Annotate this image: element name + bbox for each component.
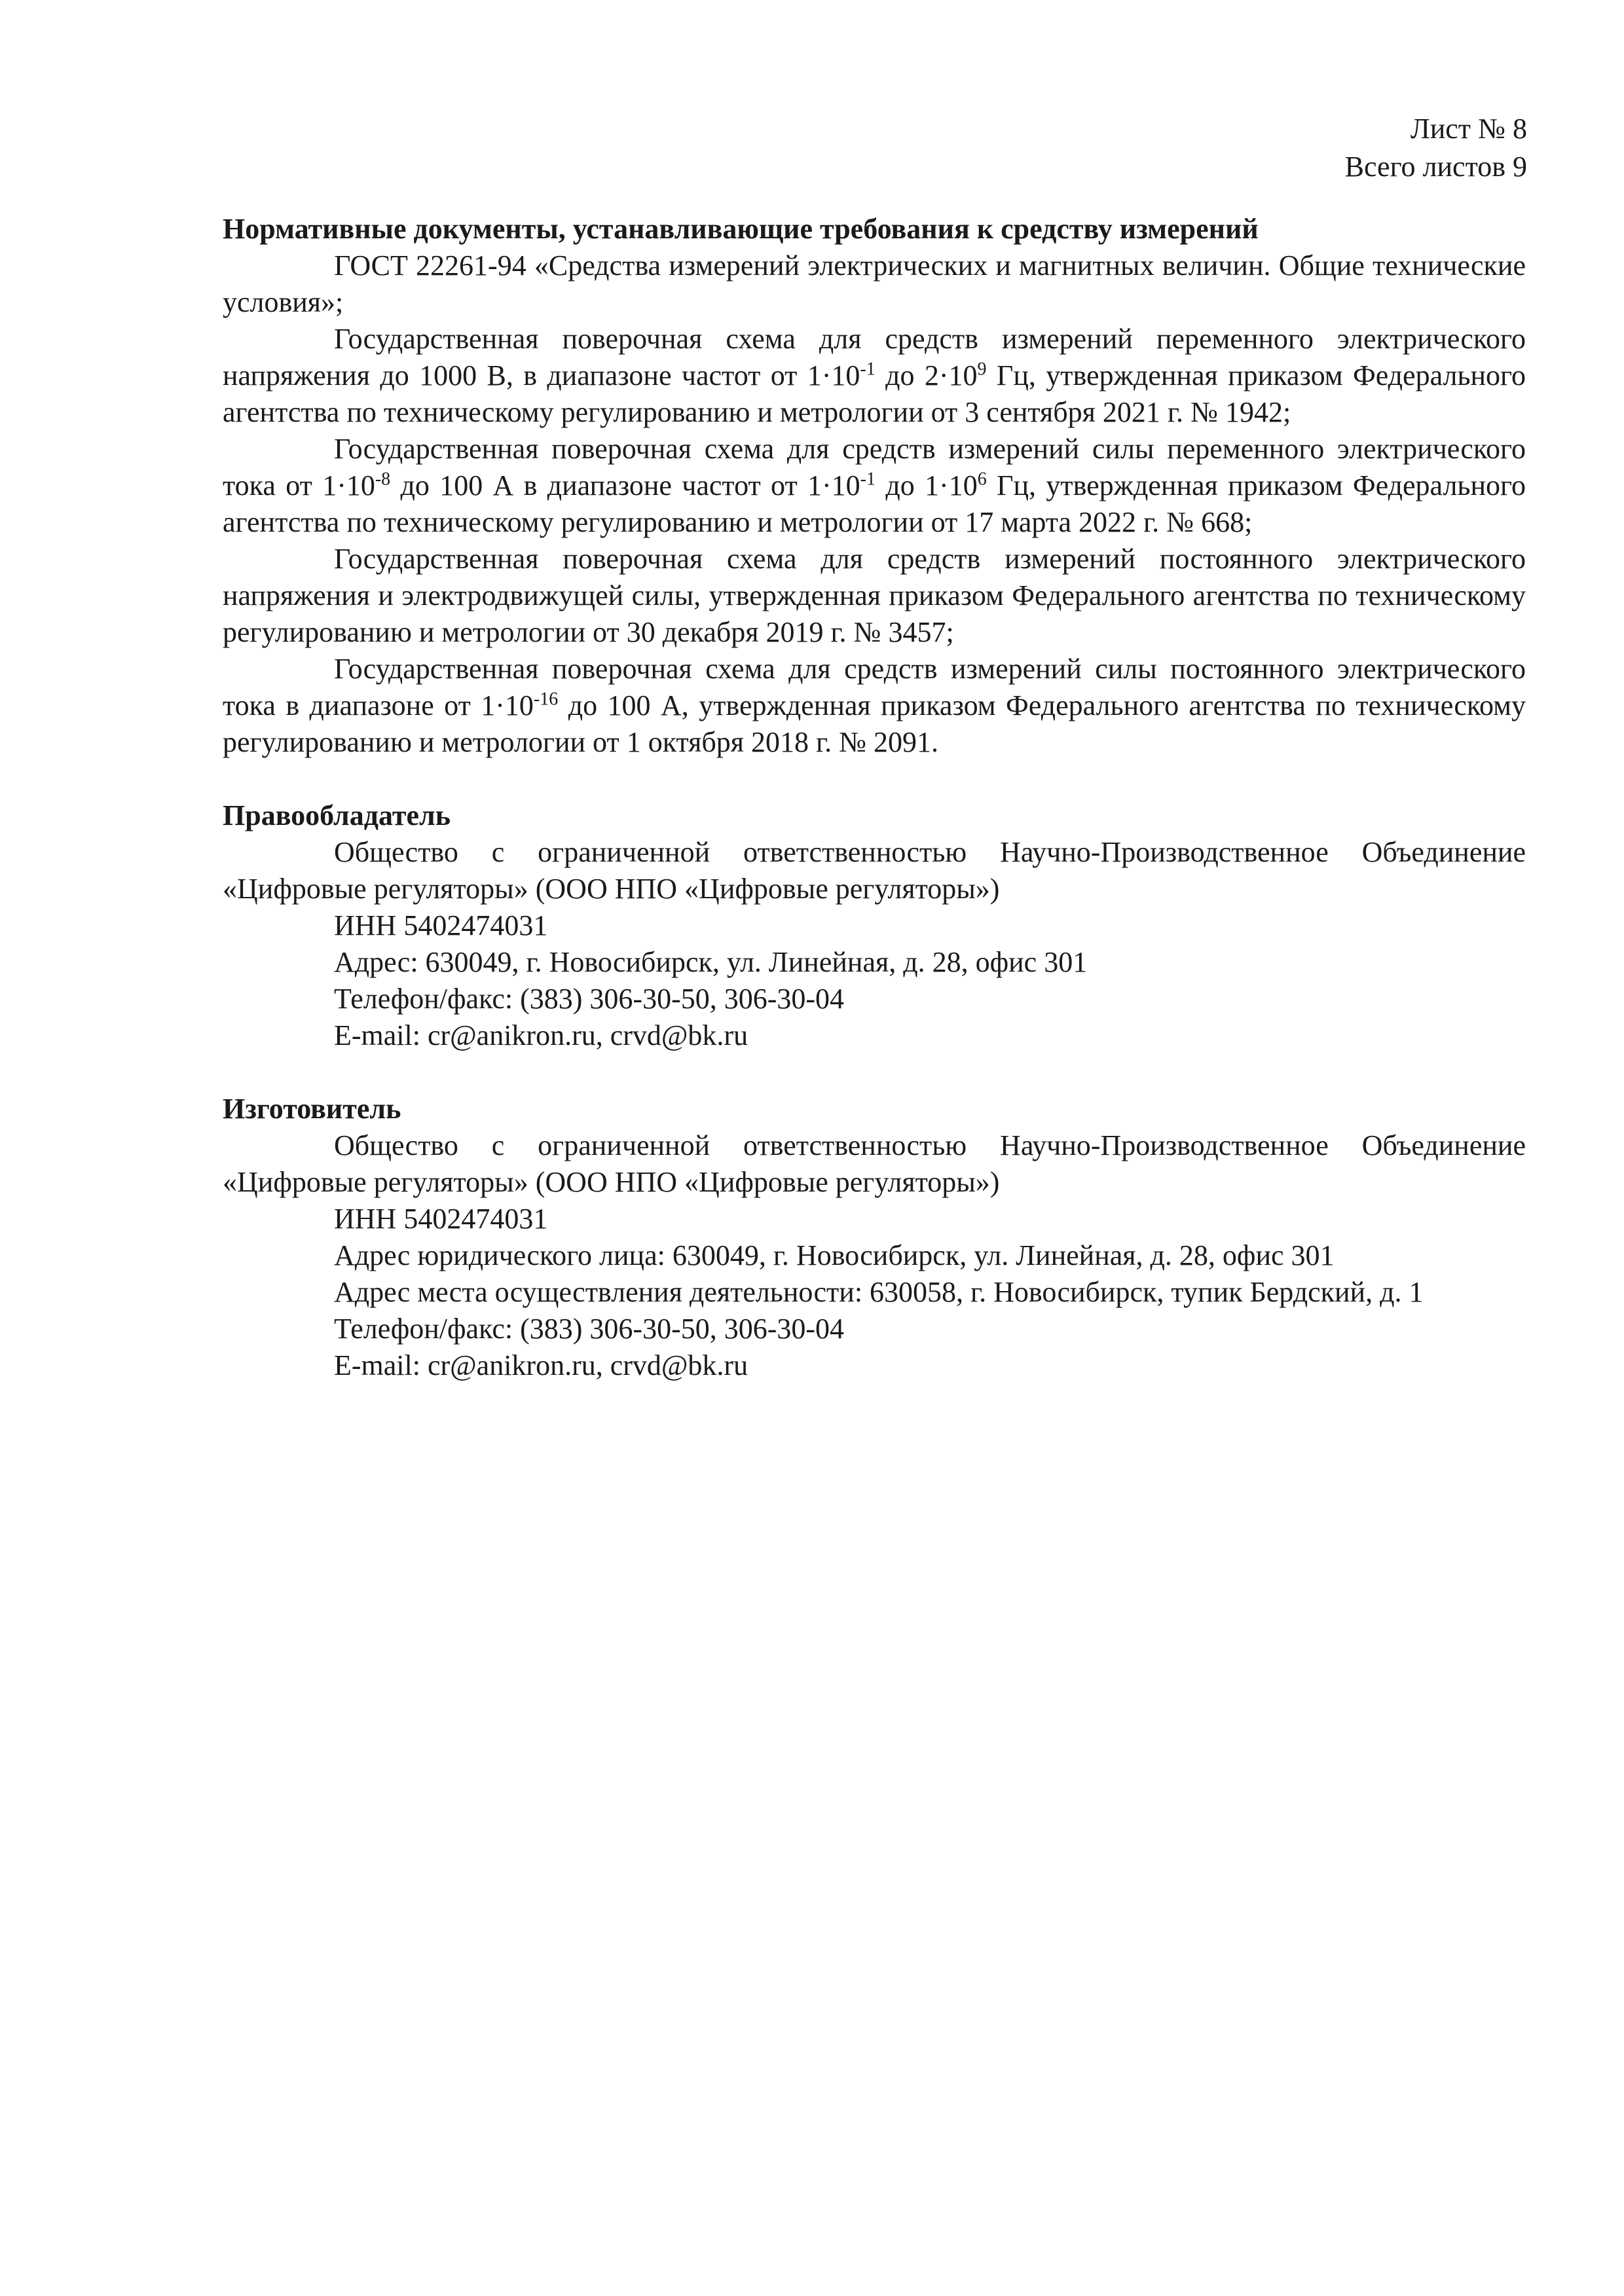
manufacturer-activity-address: Адрес места осуществления деятельности: 630058, г. Новосибирск, тупик Бердский, д. 1 [334,1276,1424,1308]
section-gap [223,761,1526,797]
normative-section [223,211,1526,761]
manufacturer-section [223,1091,1526,1384]
rightholder-email: E-mail: cr@anikron.ru, crvd@bk.ru [334,1019,748,1051]
rightholder-inn: ИНН 5402474031 [334,909,548,941]
total-sheets: Всего листов 9 [1344,151,1527,183]
manufacturer-email: E-mail: cr@anikron.ru, crvd@bk.ru [334,1349,748,1381]
rightholder-name: Общество с ограниченной ответственностью Научно-Производственное Объединение «Цифровые регуляторы» (ООО НПО «Цифровые регуляторы») [223,836,1526,905]
rightholder-address: Адрес: 630049, г. Новосибирск, ул. Линейная, д. 28, офис 301 [334,946,1088,978]
document-body [223,211,1526,1384]
rightholder-section [223,797,1526,1054]
rightholder-phone: Телефон/факс: (383) 306-30-50, 306-30-04 [334,983,845,1015]
page-header [1345,110,1527,186]
normative-gost: ГОСТ 22261-94 «Средства измерений электрических и магнитных величин. Общие технические условия»; [223,249,1526,318]
normative-scheme-ac-current: Государственная поверочная схема для средств измерений силы переменного электрического тока от $1\cdot 10^{-8}$ до 100 А в диапазоне частот от $1\cdot 10^{-1}$ до $1\cdot 10^6$ Гц, утвержденная приказом Федерального агентства по техническому регулированию и метрологии от 17 марта 2022 г. № 668; [223,433,1526,538]
normative-heading: Нормативные документы, устанавливающие требования к средству измерений [223,213,1259,245]
manufacturer-phone: Телефон/факс: (383) 306-30-50, 306-30-04 [334,1313,845,1345]
manufacturer-heading: Изготовитель [223,1093,401,1125]
normative-scheme-ac-voltage: Государственная поверочная схема для средств измерений переменного электрического напряжения до 1000 В, в диапазоне частот от $1\cdot 10^{-1}$ до $2\cdot 10^9$ Гц, утвержденная приказом Федерального агентства по техническому регулированию и метрологии от 3 сентября 2021 г. № 1942; [223,323,1526,428]
manufacturer-legal-address: Адрес юридического лица: 630049, г. Новосибирск, ул. Линейная, д. 28, офис 301 [334,1239,1335,1271]
sheet-number: Лист № 8 [1410,113,1527,145]
rightholder-heading: Правообладатель [223,799,451,831]
manufacturer-inn: ИНН 5402474031 [334,1203,548,1235]
normative-scheme-dc-voltage: Государственная поверочная схема для средств измерений постоянного электрического напряжения и электродвижущей силы, утвержденная приказом Федерального агентства по техническому регулированию и метрологии от 30 декабря 2019 г. № 3457; [223,543,1526,648]
manufacturer-name: Общество с ограниченной ответственностью Научно-Производственное Объединение «Цифровые регуляторы» (ООО НПО «Цифровые регуляторы») [223,1129,1526,1198]
normative-scheme-dc-current: Государственная поверочная схема для средств измерений силы постоянного электрического тока в диапазоне от $1\cdot 10^{-16}$ до 100 А, утвержденная приказом Федерального агентства по техническому регулированию и метрологии от 1 октября 2018 г. № 2091. [223,653,1526,758]
section-gap [223,1054,1526,1091]
